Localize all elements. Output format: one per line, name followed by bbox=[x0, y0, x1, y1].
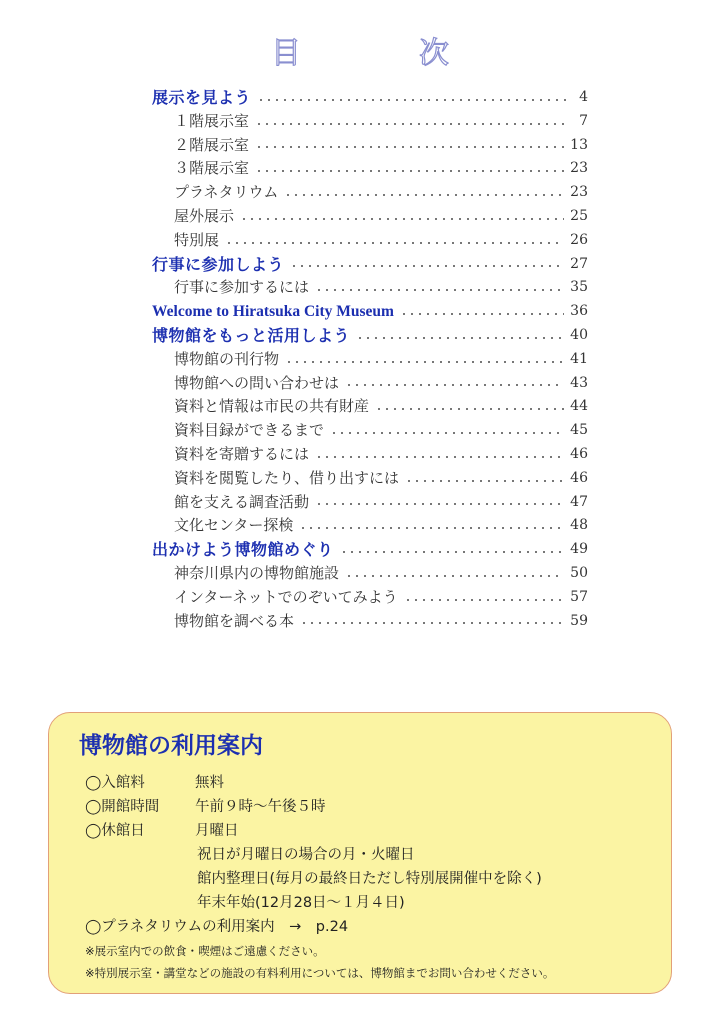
toc-entry bbox=[152, 514, 588, 538]
toc-entry bbox=[152, 253, 588, 277]
toc-entry bbox=[152, 86, 588, 110]
info-title: 博物館の利用案内 bbox=[79, 733, 263, 759]
toc-dot-leader bbox=[290, 265, 564, 267]
toc-entry-page: 23 bbox=[570, 184, 588, 201]
toc-dot-leader bbox=[405, 480, 564, 482]
toc-entry-page: 13 bbox=[570, 136, 588, 153]
toc-dot-leader bbox=[255, 123, 566, 125]
toc-entry-page: 7 bbox=[579, 112, 588, 129]
toc-dot-leader bbox=[375, 408, 564, 410]
toc-entry bbox=[152, 419, 588, 443]
toc-dot-leader bbox=[345, 384, 564, 386]
toc-entry bbox=[152, 229, 588, 253]
toc-entry bbox=[152, 538, 588, 562]
toc-dot-leader bbox=[257, 99, 566, 101]
toc-entry bbox=[152, 443, 588, 467]
toc-entry-label: 資料と情報は市民の共有財産 bbox=[174, 397, 370, 416]
note-facilities: ※特別展示室・講堂などの施設の有料利用については、博物館までお問い合わせください。 bbox=[85, 966, 555, 980]
toc-entry-page: 41 bbox=[570, 350, 588, 367]
toc-entry-page: 47 bbox=[570, 493, 588, 510]
toc-entry bbox=[152, 157, 588, 181]
toc-entry-label: ３階展示室 bbox=[174, 159, 250, 178]
toc-entry-label: インターネットでのぞいてみよう bbox=[174, 587, 398, 606]
toc-entry-page: 4 bbox=[579, 89, 588, 105]
toc-entry-page: 46 bbox=[570, 469, 588, 486]
toc-entry-page: 46 bbox=[570, 445, 588, 462]
toc-entry-label: 博物館への問い合わせは bbox=[174, 373, 340, 392]
note-eating: ※展示室内での飲食・喫煙はご遠慮ください。 bbox=[85, 944, 325, 958]
toc-dot-leader bbox=[255, 170, 564, 172]
toc-dot-leader bbox=[285, 361, 564, 363]
closed-row bbox=[85, 819, 239, 840]
toc-entry-page: 26 bbox=[570, 231, 588, 248]
toc-entry-label: 資料を寄贈するには bbox=[174, 444, 310, 463]
toc-entry-label: 屋外展示 bbox=[174, 206, 235, 225]
toc-entry-page: 57 bbox=[570, 588, 588, 605]
toc-entry bbox=[152, 276, 588, 300]
toc-entry-page: 49 bbox=[570, 541, 588, 558]
toc-entry-page: 27 bbox=[570, 255, 588, 272]
toc-entry-label: 行事に参加するには bbox=[174, 278, 310, 297]
hours-row bbox=[85, 795, 326, 816]
toc-entry bbox=[152, 324, 588, 348]
toc-entry-label: 博物館を調べる本 bbox=[174, 611, 295, 630]
admission-label: ◯入館料 bbox=[85, 775, 145, 791]
toc-entry bbox=[152, 395, 588, 419]
toc-dot-leader bbox=[315, 503, 564, 505]
toc-entry bbox=[152, 205, 588, 229]
toc-dot-leader bbox=[284, 194, 564, 196]
toc-entry bbox=[152, 134, 588, 158]
hours-label: ◯開館時間 bbox=[85, 799, 160, 815]
table-of-contents bbox=[152, 86, 588, 633]
toc-entry bbox=[152, 610, 588, 634]
toc-dot-leader bbox=[315, 456, 564, 458]
toc-dot-leader bbox=[340, 551, 565, 553]
toc-entry-label: 資料目録ができるまで bbox=[174, 421, 325, 440]
toc-dot-leader bbox=[255, 146, 564, 148]
toc-entry-label: 特別展 bbox=[174, 230, 220, 249]
toc-entry-label: 文化センター探検 bbox=[174, 516, 294, 535]
toc-entry bbox=[152, 181, 588, 205]
page-title: 目 次 bbox=[271, 36, 493, 71]
closed-value-holiday: 祝日が月曜日の場合の月・火曜日 bbox=[197, 847, 415, 863]
toc-entry bbox=[152, 300, 588, 324]
toc-entry bbox=[152, 110, 588, 134]
toc-entry-label: 資料を閲覧したり、借り出すには bbox=[174, 468, 400, 487]
toc-entry-page: 36 bbox=[570, 303, 588, 320]
usage-info-box bbox=[48, 712, 672, 994]
toc-entry-page: 44 bbox=[570, 398, 588, 415]
admission-value: 無料 bbox=[195, 775, 224, 791]
toc-dot-leader bbox=[315, 289, 564, 291]
toc-dot-leader bbox=[330, 432, 564, 434]
toc-dot-leader bbox=[240, 218, 564, 220]
toc-entry-page: 45 bbox=[570, 422, 588, 439]
toc-entry-label: 博物館の刊行物 bbox=[174, 349, 280, 368]
toc-entry bbox=[152, 586, 588, 610]
closed-value-newyear: 年末年始(12月28日～１月４日) bbox=[197, 895, 405, 911]
toc-dot-leader bbox=[225, 242, 564, 244]
toc-entry-label: 出かけよう博物館めぐり bbox=[152, 540, 334, 560]
toc-entry-label: 博物館をもっと活用しよう bbox=[152, 325, 351, 345]
toc-entry-label: プラネタリウム bbox=[174, 183, 279, 202]
toc-entry-page: 25 bbox=[570, 207, 588, 224]
toc-entry-page: 48 bbox=[570, 517, 588, 534]
toc-entry-page: 40 bbox=[570, 326, 588, 343]
toc-entry bbox=[152, 372, 588, 396]
toc-dot-leader bbox=[400, 313, 564, 315]
toc-dot-leader bbox=[356, 337, 564, 339]
toc-entry-label: ２階展示室 bbox=[174, 135, 250, 154]
toc-entry-label: １階展示室 bbox=[174, 111, 250, 130]
closed-value: 月曜日 bbox=[195, 823, 239, 839]
toc-entry bbox=[152, 491, 588, 515]
toc-entry-label: 館を支える調査活動 bbox=[174, 492, 310, 511]
closed-value-maintenance: 館内整理日(毎月の最終日ただし特別展開催中を除く) bbox=[197, 871, 542, 887]
toc-entry-page: 35 bbox=[570, 279, 588, 296]
toc-entry-page: 59 bbox=[570, 612, 588, 629]
toc-entry-label: 展示を見よう bbox=[152, 88, 252, 107]
toc-entry-page: 43 bbox=[570, 374, 588, 391]
toc-entry bbox=[152, 348, 588, 372]
toc-entry-page: 50 bbox=[570, 564, 588, 581]
toc-entry bbox=[152, 562, 588, 586]
admission-row bbox=[85, 771, 224, 792]
hours-value: 午前９時～午後５時 bbox=[195, 799, 326, 815]
toc-dot-leader bbox=[300, 622, 564, 624]
toc-entry-page: 23 bbox=[570, 160, 588, 177]
toc-entry-label: 神奈川県内の博物館施設 bbox=[174, 563, 340, 582]
toc-dot-leader bbox=[345, 575, 564, 577]
closed-label: ◯休館日 bbox=[85, 823, 145, 839]
toc-dot-leader bbox=[299, 527, 564, 529]
toc-entry-label: 行事に参加しよう bbox=[152, 254, 285, 274]
toc-dot-leader bbox=[404, 599, 565, 601]
toc-entry bbox=[152, 467, 588, 491]
toc-entry-label: Welcome to Hiratsuka City Museum bbox=[152, 303, 394, 321]
planetarium-info: ◯プラネタリウムの利用案内 → p.24 bbox=[85, 919, 349, 935]
